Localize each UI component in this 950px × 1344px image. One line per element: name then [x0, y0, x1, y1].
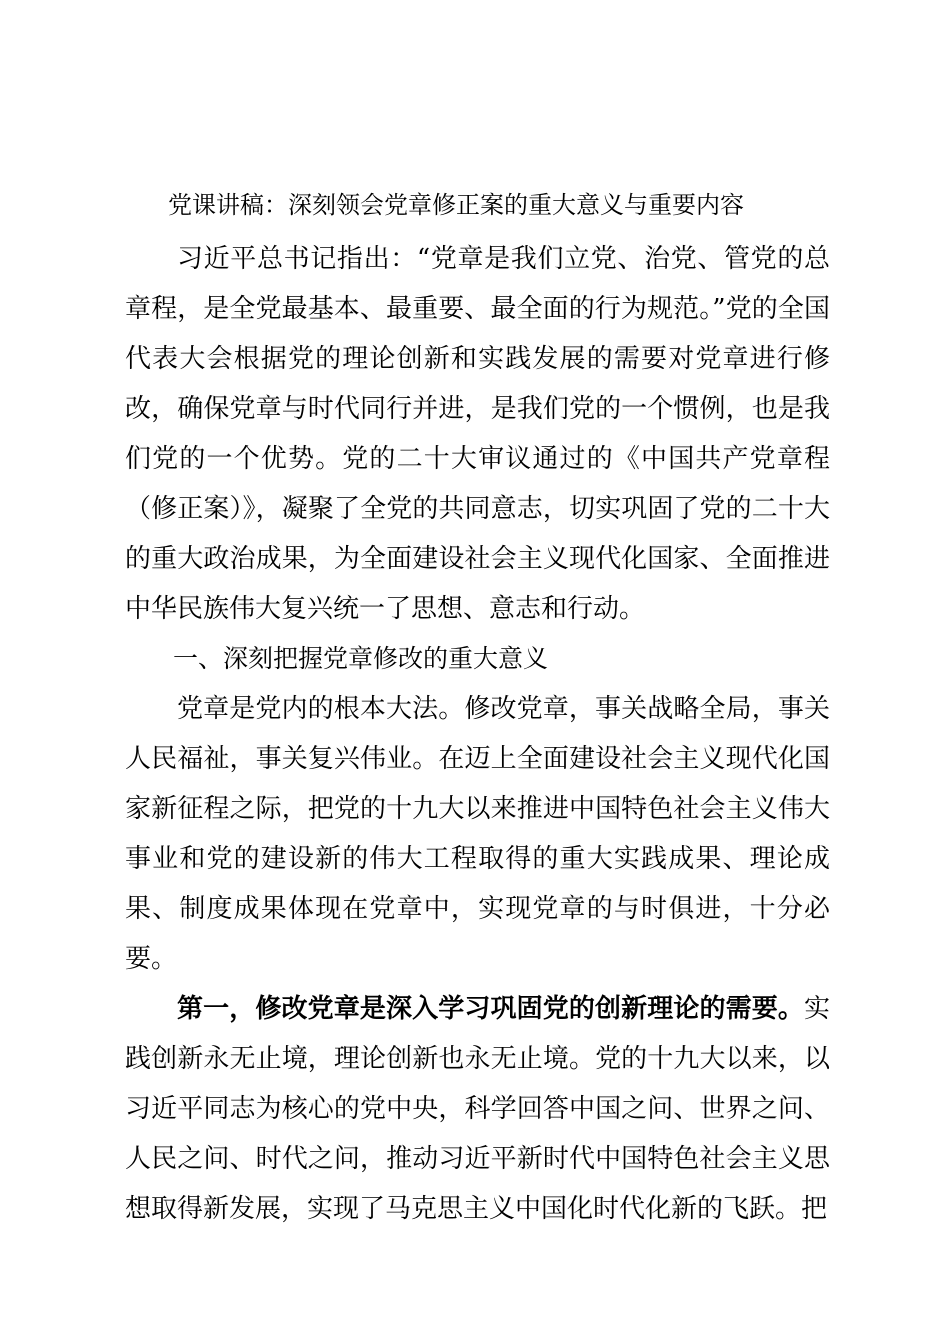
- document-body: [125, 234, 830, 1234]
- point-1-lead: 第一，修改党章是深入学习巩固党的创新理论的需要。: [177, 994, 804, 1024]
- intro-paragraph: 习近平总书记指出：“党章是我们立党、治党、管党的总章程，是全党最基本、最重要、最全面的行为规范。”党的全国代表大会根据党的理论创新和实践发展的需要对党章进行修改，确保党章与时代同行并进，是我们党的一个惯例，也是我们党的一个优势。党的二十大审议通过的《中国共产党章程（修正案）》，凝聚了全党的共同意志，切实巩固了党的二十大的重大政治成果，为全面建设社会主义现代化国家、全面推进中华民族伟大复兴统一了思想、意志和行动。: [125, 244, 830, 624]
- section-heading-1: 一、深刻把握党章修改的重大意义: [173, 644, 549, 673]
- section-1-paragraph: 党章是党内的根本大法。修改党章，事关战略全局，事关人民福祉，事关复兴伟业。在迈上全面建设社会主义现代化国家新征程之际，把党的十九大以来推进中国特色社会主义伟大事业和党的建设新的伟大工程取得的重大实践成果、理论成果、制度成果体现在党章中，实现党章的与时俱进，十分必要。: [125, 694, 830, 974]
- point-1-body: 实践创新永无止境，理论创新也永无止境。党的十九大以来，以习近平同志为核心的党中央，科学回答中国之问、世界之问、人民之问、时代之问，推动习近平新时代中国特色社会主义思想取得新发展，实现了马克思主义中国化时代化新的飞跃。把: [125, 994, 830, 1224]
- point-1-paragraph: [125, 984, 830, 1234]
- document-title: 党课讲稿：深刻领会党章修正案的重大意义与重要内容: [168, 191, 744, 219]
